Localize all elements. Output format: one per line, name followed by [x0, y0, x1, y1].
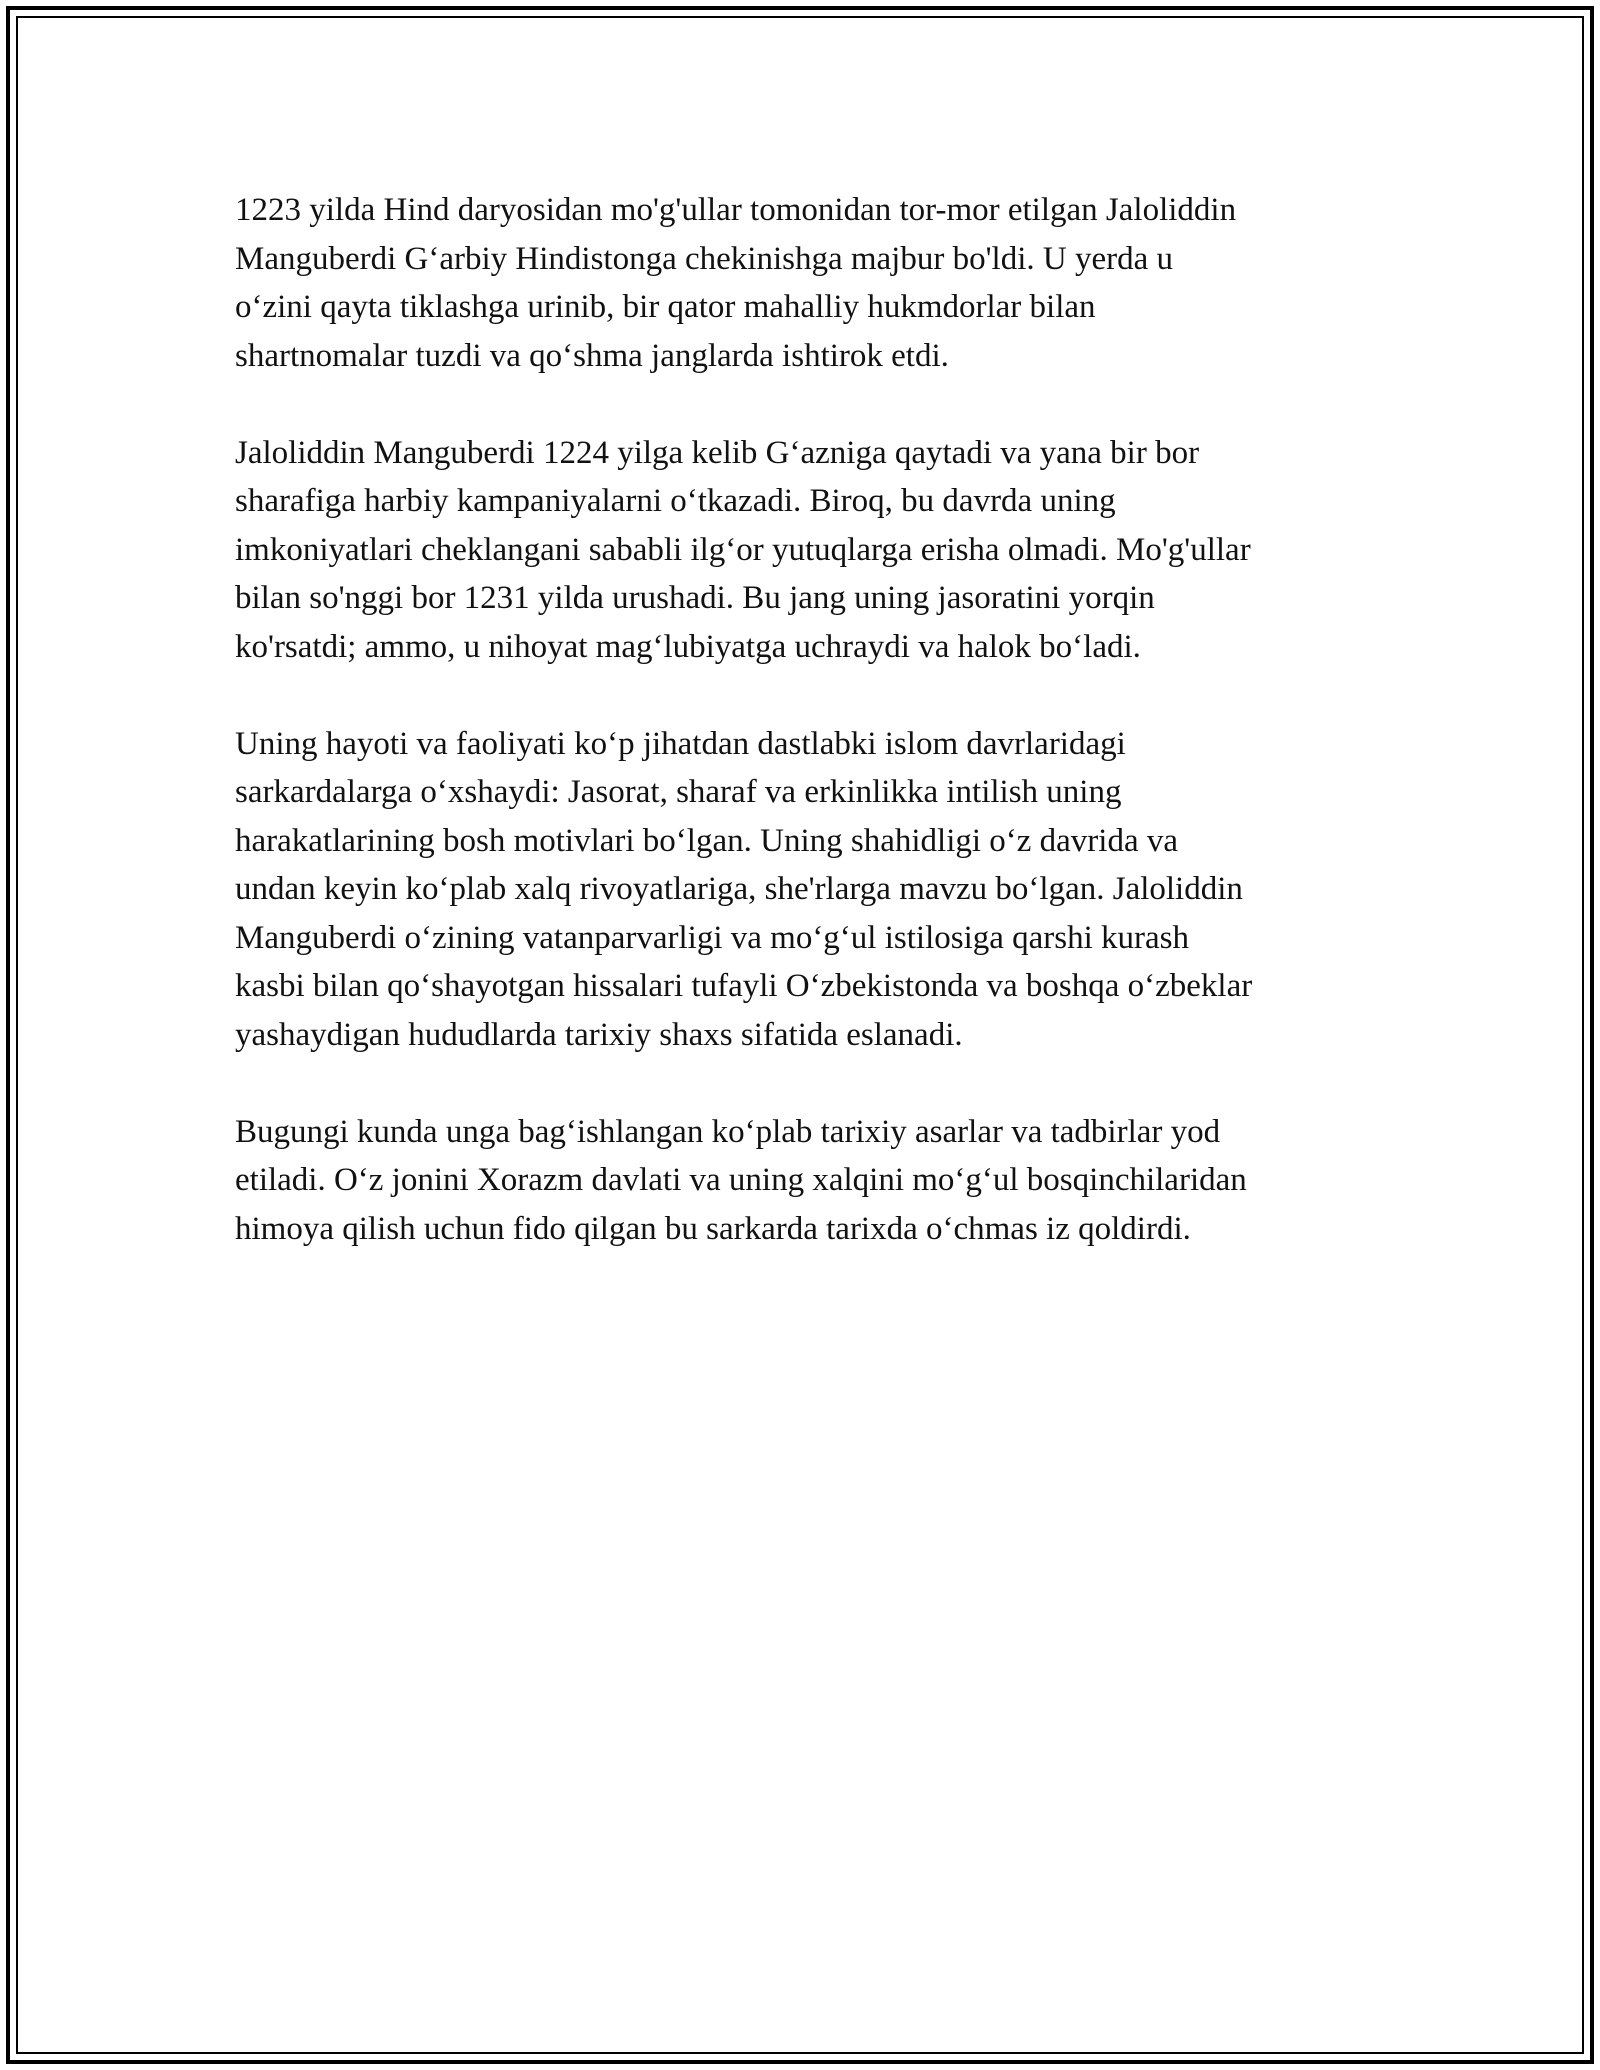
document-body — [235, 186, 1375, 1302]
paragraph-4: Bugungi kunda unga bag‘ishlangan ko‘plab tarixiy asarlar va tadbirlar yod etiladi. O‘z jonini Xorazm davlati va uning xalqini mo‘g‘ul bosqinchilaridan himoya qilish uchun fido qilgan bu sarkarda tarixda o‘chmas iz qoldirdi. — [235, 1113, 1247, 1247]
paragraph-3: Uning hayoti va faoliyati ko‘p jihatdan dastlabki islom davrlaridagi sarkardalarga o‘xshaydi: Jasorat, sharaf va erkinlikka intilish uning harakatlarining bosh motivlari bo‘lgan. Uning shahidligi o‘z davrida va undan keyin ko‘plab xalq rivoyatlariga, she'rlarga mavzu bo‘lgan. Jaloliddin Manguberdi o‘zining vatanparvarligi va mo‘g‘ul istilosiga qarshi kurash kasbi bilan qo‘shayotgan hissalari tufayli O‘zbekistonda va boshqa o‘zbeklar yashaydigan hududlarda tarixiy shaxs sifatida eslanadi. — [235, 725, 1253, 1053]
paragraph-2: Jaloliddin Manguberdi 1224 yilga kelib G‘azniga qaytadi va yana bir bor sharafiga harbiy kampaniyalarni o‘tkazadi. Biroq, bu davrda uning imkoniyatlari cheklangani sababli ilg‘or yutuqlarga erisha olmadi. Mo'g'ullar bilan so'nggi bor 1231 yilda urushadi. Bu jang uning jasoratini yorqin ko'rsatdi; ammo, u nihoyat mag‘lubiyatga uchraydi va halok bo‘ladi. — [235, 434, 1251, 665]
paragraph-1: 1223 yilda Hind daryosidan mo'g'ullar tomonidan tor-mor etilgan Jaloliddin Manguberdi G‘arbiy Hindistonga chekinishga majbur bo'ldi. U yerda u o‘zini qayta tiklashga urinib, bir qator mahalliy hukmdorlar bilan shartnomalar tuzdi va qo‘shma janglarda ishtirok etdi. — [235, 192, 1237, 374]
